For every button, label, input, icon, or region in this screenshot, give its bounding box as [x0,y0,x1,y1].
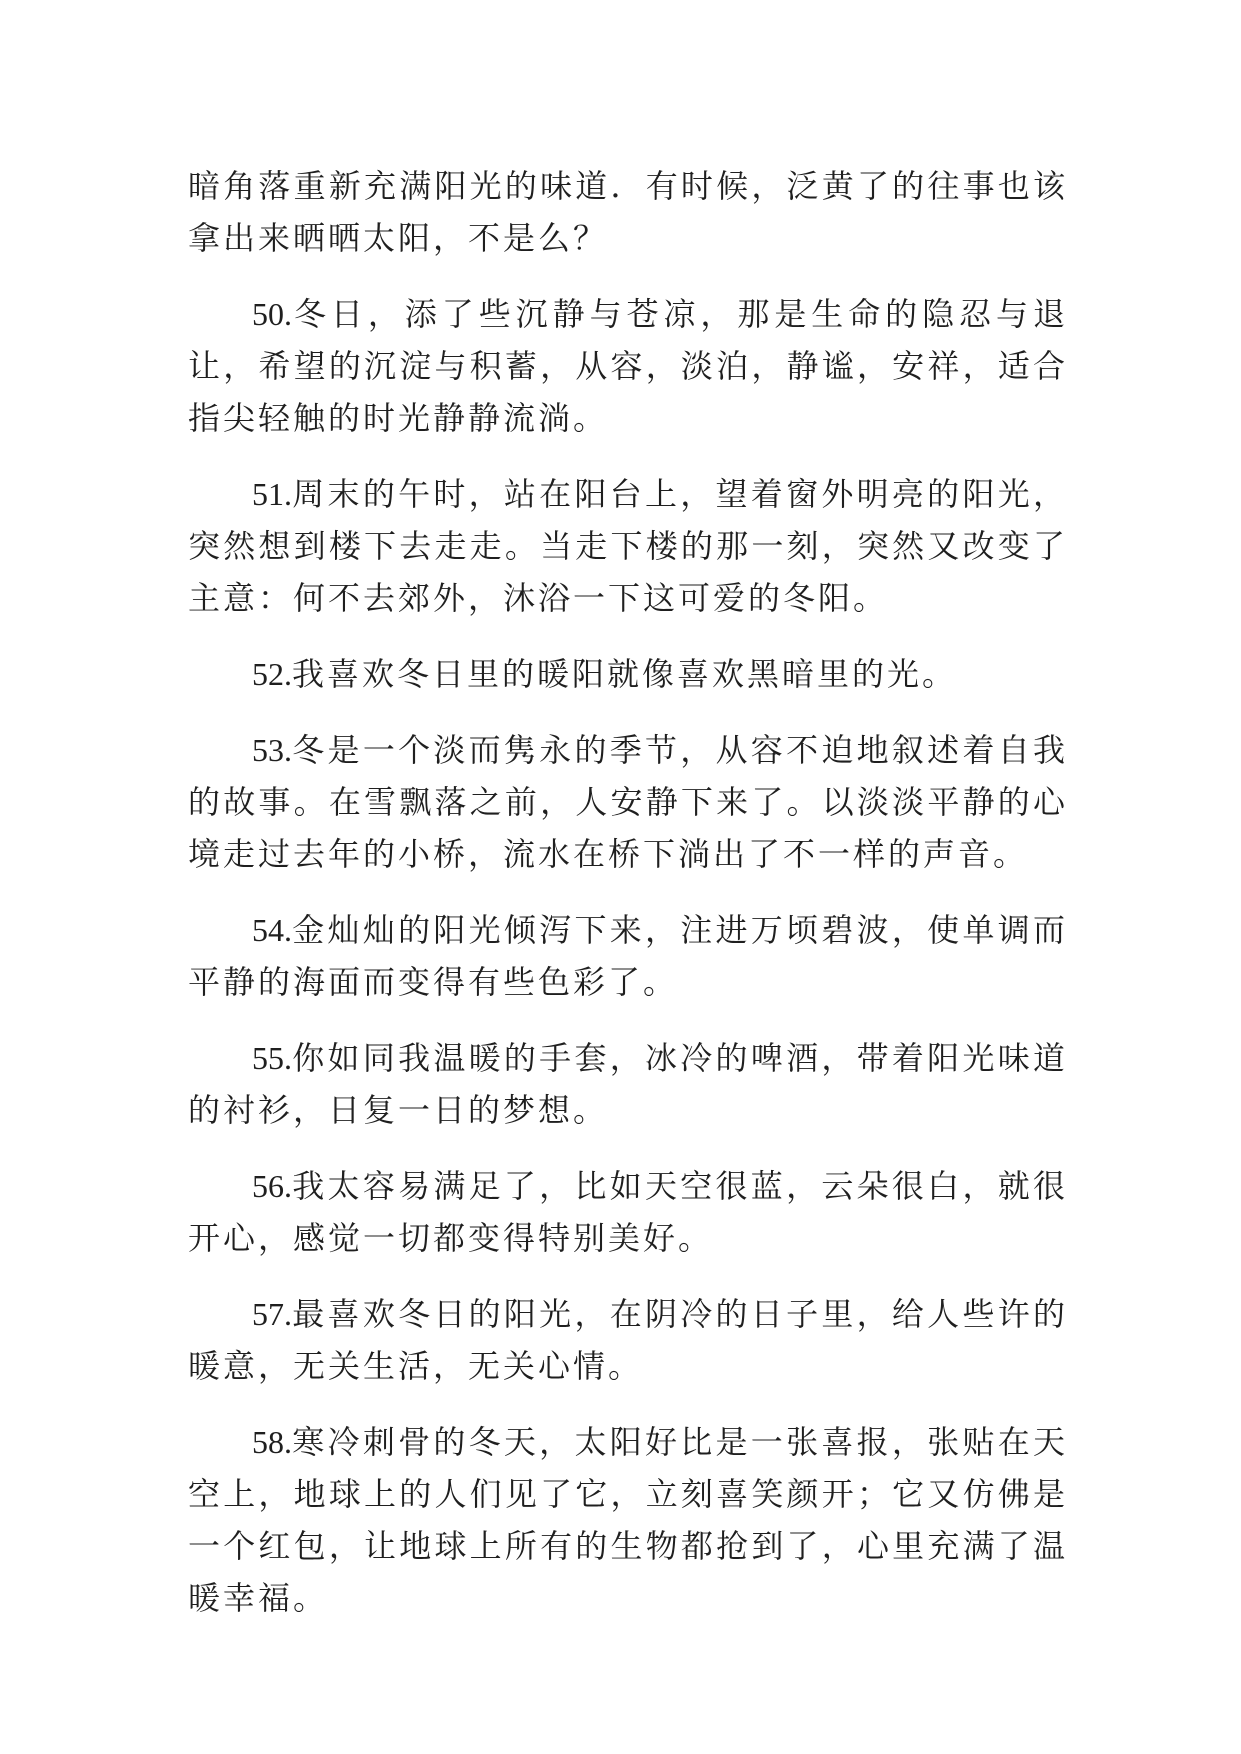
list-item-53 [188,724,1068,880]
item-text: 我太容易满足了，比如天空很蓝，云朵很白，就很开心，感觉一切都变得特别美好。 [188,1167,1068,1257]
item-number: 52. [252,656,292,692]
item-text: 周末的午时，站在阳台上，望着窗外明亮的阳光，突然想到楼下去走走。当走下楼的那一刻，突然又改变了主意：何不去郊外，沐浴一下这可爱的冬阳。 [188,475,1068,617]
item-text: 金灿灿的阳光倾泻下来，注进万顷碧波，使单调而平静的海面而变得有些色彩了。 [188,911,1068,1001]
list-item-57 [188,1288,1068,1392]
list-item-56 [188,1160,1068,1264]
list-item-51 [188,468,1068,624]
list-item-55 [188,1032,1068,1136]
item-number: 58. [252,1424,292,1460]
item-text: 最喜欢冬日的阳光，在阴冷的日子里，给人些许的暖意，无关生活，无关心情。 [188,1295,1068,1385]
item-number: 56. [252,1168,292,1204]
document-body [188,160,1068,1648]
item-number: 50. [252,296,292,332]
continuation-paragraph: 暗角落重新充满阳光的味道．有时候，泛黄了的往事也该拿出来晒晒太阳，不是么？ [188,167,1068,257]
item-text: 寒冷刺骨的冬天，太阳好比是一张喜报，张贴在天空上，地球上的人们见了它，立刻喜笑颜开；它又仿佛是一个红包，让地球上所有的生物都抢到了，心里充满了温暖幸福。 [188,1423,1068,1617]
list-item-50 [188,288,1068,444]
item-number: 57. [252,1296,292,1332]
item-number: 55. [252,1040,292,1076]
item-number: 53. [252,732,292,768]
item-number: 54. [252,912,292,948]
item-text: 冬日，添了些沉静与苍凉，那是生命的隐忍与退让，希望的沉淀与积蓄，从容，淡泊，静谧，安祥，适合指尖轻触的时光静静流淌。 [188,295,1068,437]
item-text: 我喜欢冬日里的暖阳就像喜欢黑暗里的光。 [292,655,958,693]
item-number: 51. [252,476,292,512]
list-item-52 [188,648,1068,700]
item-text: 冬是一个淡而隽永的季节，从容不迫地叙述着自我的故事。在雪飘落之前，人安静下来了。以淡淡平静的心境走过去年的小桥，流水在桥下淌出了不一样的声音。 [188,731,1068,873]
list-item-54 [188,904,1068,1008]
item-text: 你如同我温暖的手套，冰冷的啤酒，带着阳光味道的衬衫，日复一日的梦想。 [188,1039,1068,1129]
list-item-58 [188,1416,1068,1624]
